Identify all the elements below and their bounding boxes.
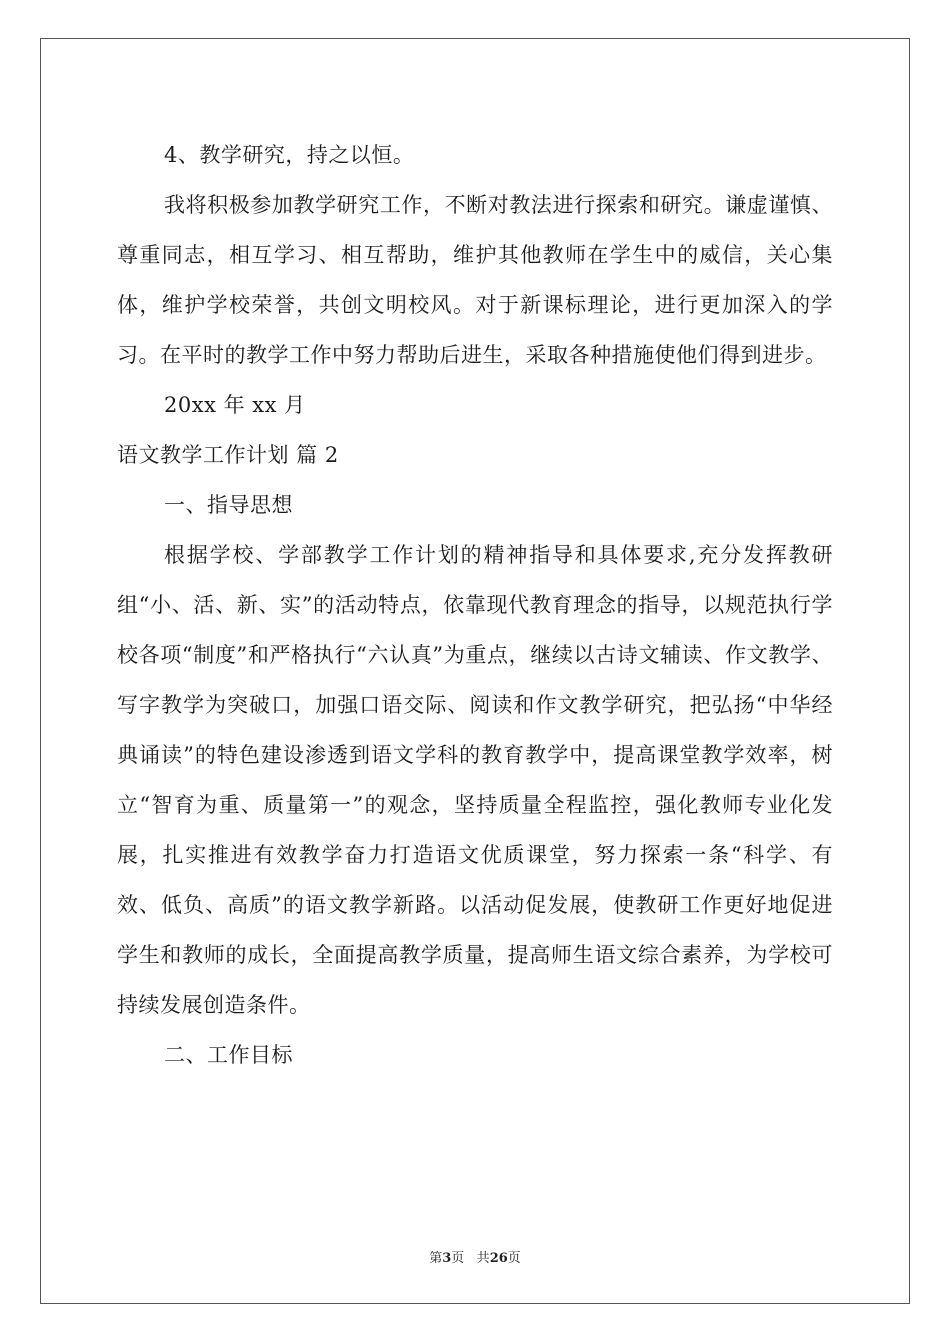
total-pages: 26	[489, 1251, 508, 1266]
total-suffix: 页	[507, 1251, 521, 1266]
document-body	[117, 130, 833, 1080]
paragraph: 根据学校、学部教学工作计划的精神指导和具体要求,充分发挥教研组“小、活、新、实”的活动特点，依靠现代教育理念的指导，以规范执行学校各项“制度”和严格执行“六认真”为重点，继续以古诗文辅读、作文教学、写字教学为突破口，加强口语交际、阅读和作文教学研究，把弘扬“中华经典诵读”的特色建设渗透到语文学科的教育教学中，提高课堂教学效率，树立“智育为重、质量第一”的观念，坚持质量全程监控，强化教师专业化发展，扎实推进有效教学奋力打造语文优质课堂，努力探索一条“科学、有效、低负、高质”的语文教学新路。以活动促发展，使教研工作更好地促进学生和教师的成长，全面提高教学质量，提高师生语文综合素养，为学校可持续发展创造条件。	[117, 543, 833, 1017]
section-title: 语文教学工作计划 篇 2	[117, 443, 339, 467]
heading: 一、指导思想	[164, 493, 293, 517]
page-footer	[0, 1247, 950, 1266]
page-suffix: 页	[451, 1251, 465, 1266]
total-prefix: 共	[476, 1251, 490, 1266]
heading: 二、工作目标	[164, 1043, 293, 1067]
date-line: 20xx 年 xx 月	[164, 393, 306, 417]
page-prefix: 第	[429, 1251, 443, 1266]
paragraph: 我将积极参加教学研究工作，不断对教法进行探索和研究。谦虚谨慎、尊重同志，相互学习、相互帮助，维护其他教师在学生中的威信，关心集体，维护学校荣誉，共创文明校风。对于新课标理论，进行更加深入的学习。在平时的教学工作中努力帮助后进生，采取各种措施使他们得到进步。	[117, 193, 833, 367]
paragraph: 4、教学研究，持之以恒。	[164, 143, 415, 167]
page-number: 3	[442, 1251, 452, 1266]
